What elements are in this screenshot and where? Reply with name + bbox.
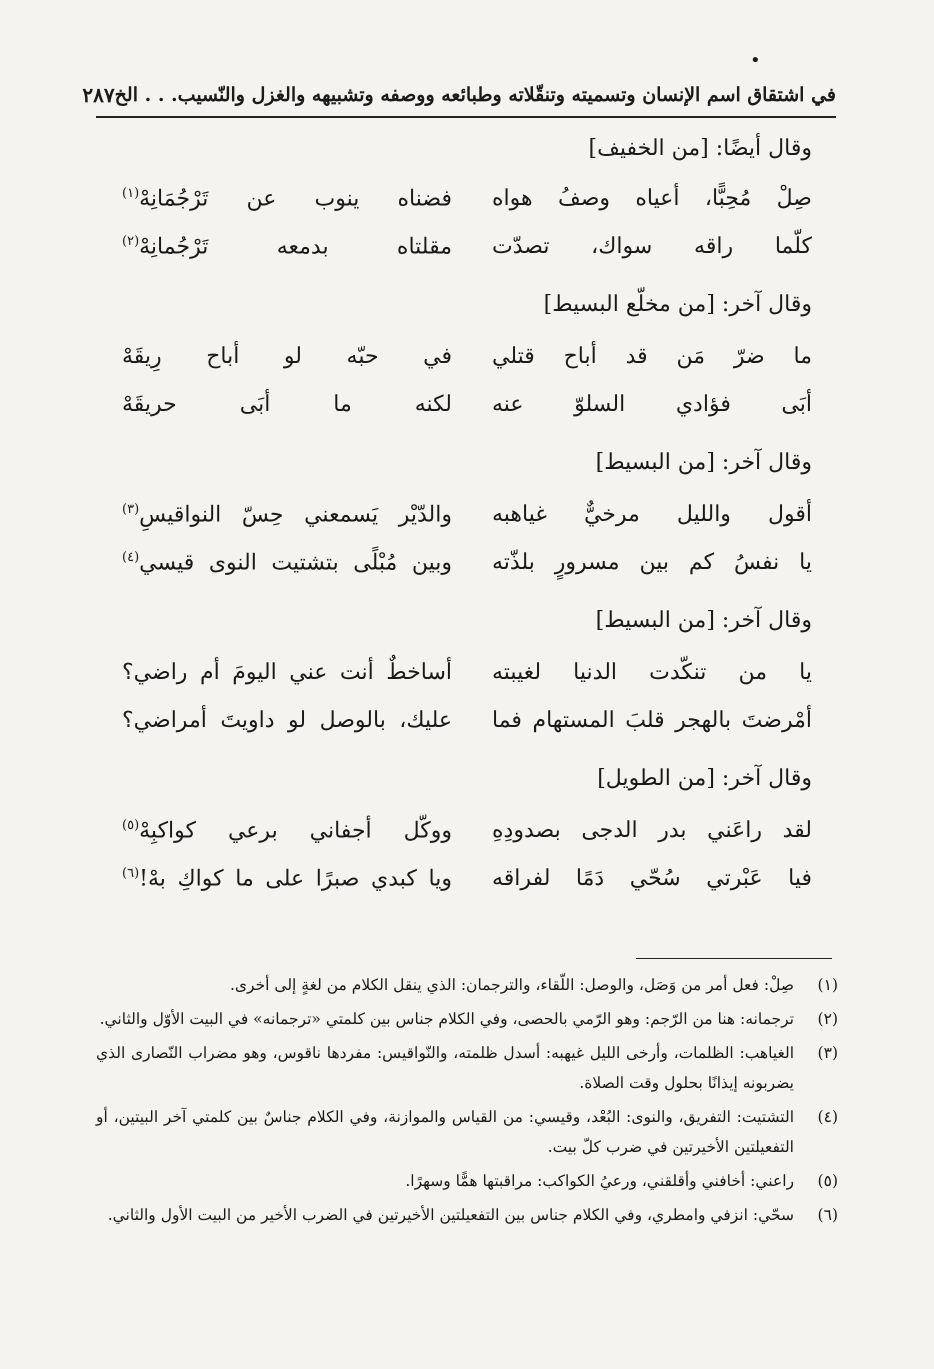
second-hemistich: ويا كبدي صبرًا على ما كواكِ بهْ!$^{(٦)}$	[122, 866, 452, 892]
footnote-text: راعني: أخافني وأقلقني، ورعيُ الكواكب: مراقبتها همًّا وسهرًا.	[405, 1172, 794, 1190]
footnotes	[96, 970, 838, 1234]
footnote	[96, 1004, 838, 1034]
footnote-text: الغياهب: الظلمات، وأرخى الليل غيهبه: أسدل ظلمته، والنّواقيس: مفردها ناقوس، وهو مضراب النّصارى الذي يضربونه إيذانًا بحلول وقت الصلاة.	[96, 1044, 794, 1092]
second-hemistich: لكنه ما أبَى حريقَهْ	[122, 392, 452, 417]
poem-intro: وقال آخر: [من البسيط]	[595, 450, 812, 475]
first-hemistich: أبَى فؤادي السلوّ عنه	[492, 392, 812, 417]
footnote-text: ترجمانه: هنا من الرّجم: وهو الرّمي بالحصى، وفي الكلام جناس بين كلمتي «ترجمانه» في البيت الأوّل والثاني.	[99, 1010, 794, 1028]
footnote-ref: (٥)	[122, 818, 140, 833]
footnote-text: سحّي: انزفي وامطري، وفي الكلام جناس بين التفعيلتين الأخيرتين في الضرب الأخير من البيت الأول والثاني.	[107, 1206, 794, 1224]
footnote-separator	[636, 958, 832, 959]
footnote	[96, 970, 838, 1000]
poem-intro: وقال آخر: [من مخلّع البسيط]	[543, 292, 812, 317]
first-hemistich: ما ضرّ مَن قد أباح قتلي	[492, 344, 812, 369]
footnote	[96, 1038, 838, 1098]
verse-line	[122, 708, 812, 733]
footnote	[96, 1166, 838, 1196]
footnote	[96, 1102, 838, 1162]
footnote-ref: (٢)	[122, 234, 140, 249]
first-hemistich: كلّما راقه سواك، تصدّت	[492, 234, 812, 259]
verse-line	[122, 344, 812, 369]
footnote	[96, 1200, 838, 1230]
footnote-number: (٣)	[817, 1044, 838, 1062]
first-hemistich: أقول والليل مرخيٌّ غياهبه	[492, 502, 812, 527]
verse-line	[122, 550, 812, 575]
first-hemistich: يا نفسُ كم بين مسرورٍ بلذّته	[492, 550, 812, 575]
second-hemistich: عليك، بالوصل لو داويتَ أمراضي؟	[122, 708, 452, 733]
verse-line	[122, 186, 812, 211]
first-hemistich: لقد راعَني بدر الدجى بصدودِهِ	[492, 818, 812, 843]
verse-line	[122, 866, 812, 891]
running-title: في اشتقاق اسم الإنسان وتسميته وتنقّلاته وطبائعه ووصفه وتشبيهه والغزل والنّسيب. . . الخ	[114, 84, 836, 106]
footnote-text: صِلْ: فعل أمر من وَصَل، والوصل: اللّقاء، والترجمان: الذي ينقل الكلام من لغةٍ إلى أخرى.	[229, 976, 794, 994]
running-header	[82, 76, 836, 114]
first-hemistich: يا من تنكّدت الدنيا لغيبته	[492, 660, 812, 685]
second-hemistich: مقلتاه بدمعه تَرْجُمانِهْ$^{(٢)}$	[122, 234, 452, 260]
second-hemistich: وبين مُبْلًى بتشتيت النوى قيسي$^{(٤)}$	[122, 550, 452, 576]
footnote-ref: (٦)	[122, 866, 140, 881]
footnote-number: (٦)	[817, 1206, 838, 1224]
footnote-ref: (١)	[122, 186, 140, 201]
header-rule	[96, 116, 836, 118]
second-hemistich: والدّيْر يَسمعني حِسّ النواقيسِ$^{(٣)}$	[122, 502, 452, 528]
first-hemistich: فيا عَبْرتي سُحّي دَمًا لفراقه	[492, 866, 812, 891]
second-hemistich: أساخطٌ أنت عني اليومَ أم راضي؟	[122, 660, 452, 685]
poem-intro: وقال آخر: [من البسيط]	[595, 608, 812, 633]
footnote-number: (٤)	[817, 1108, 838, 1126]
ink-dot: •	[750, 50, 761, 71]
verse-line	[122, 502, 812, 527]
footnote-ref: (٤)	[122, 550, 140, 565]
verse-line	[122, 392, 812, 417]
verse-line	[122, 818, 812, 843]
footnote-number: (٢)	[817, 1010, 838, 1028]
first-hemistich: صِلْ مُحِبًّا، أعياه وصفُ هواه	[492, 186, 812, 211]
page-number: ٢٨٧	[82, 83, 115, 107]
poem-intro: وقال أيضًا: [من الخفيف]	[588, 136, 812, 161]
second-hemistich: فضناه ينوب عن تَرْجُمَانِهْ$^{(١)}$	[122, 186, 452, 212]
verse-line	[122, 234, 812, 259]
second-hemistich: ووكّل أجفاني برعي كواكبِهْ$^{(٥)}$	[122, 818, 452, 844]
footnote-text: التشتيت: التفريق، والنوى: البُعْد، وقيسي: من القياس والموازنة، وفي الكلام جناسٌ بين كلمتي آخر البيتين، أو التفعيلتين الأخيرتين في ضرب كلّ بيت.	[96, 1108, 794, 1156]
verse-line	[122, 660, 812, 685]
second-hemistich: في حبّه لو أباح رِيقَهْ	[122, 344, 452, 369]
poem-intro: وقال آخر: [من الطويل]	[597, 766, 812, 791]
first-hemistich: أمْرضتَ بالهجر قلبَ المستهام فما	[492, 708, 812, 733]
footnote-number: (١)	[817, 976, 838, 994]
footnote-number: (٥)	[817, 1172, 838, 1190]
footnote-ref: (٣)	[122, 502, 140, 517]
